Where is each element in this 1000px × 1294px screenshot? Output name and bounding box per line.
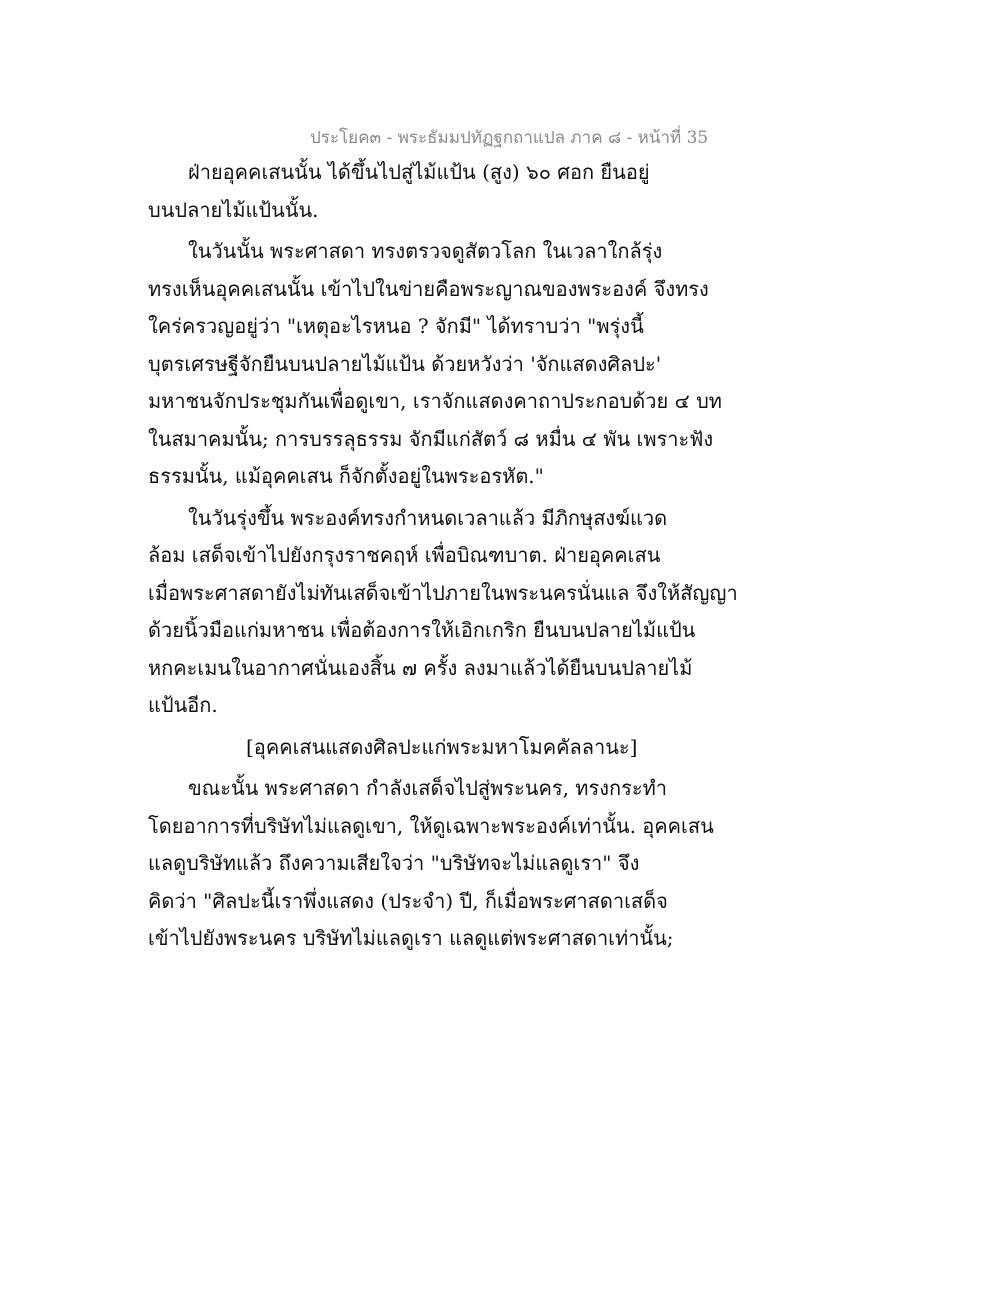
- paragraph-line: แป้นอีก.: [148, 693, 218, 717]
- paragraph-line: ฝ่ายอุคคเสนนั้น ได้ขึ้นไปสู่ไม้แป้น (สูง) ๖๐ ศอก ยืนอยู่: [188, 160, 650, 184]
- paragraph-line: บนปลายไม้แป้นนั้น.: [148, 197, 319, 222]
- paragraph-line: ขณะนั้น พระศาสดา กำลังเสด็จไปสู่พระนคร, ทรงกระทำ: [188, 776, 667, 800]
- paragraph-line: ในวันนั้น พระศาสดา ทรงตรวจดูสัตวโลก ในเวลาใกล้รุ่ง: [188, 239, 663, 263]
- paragraph-line: ใคร่ครวญอยู่ว่า "เหตุอะไรหนอ ? จักมี" ได้ทราบว่า "พรุ่งนี้: [148, 314, 644, 338]
- paragraph-line: ล้อม เสด็จเข้าไปยังกรุงราชคฤห์ เพื่อบิณฑบาต. ฝ่ายอุคคเสน: [148, 543, 661, 567]
- running-header: ประโยค๓ - พระธัมมปทัฏฐกถาแปล ภาค ๘ - หน้าที่ 35: [310, 128, 709, 148]
- body-text: [148, 154, 868, 958]
- paragraph-line: บุตรเศรษฐีจักยืนบนปลายไม้แป้น ด้วยหวังว่า 'จักแสดงศิลปะ': [148, 351, 662, 376]
- paragraph-line: โดยอาการที่บริษัทไม่แลดูเขา, ให้ดูเฉพาะพระองค์เท่านั้น. อุคคเสน: [148, 813, 714, 838]
- paragraph-line: หกคะเมนในอากาศนั่นเองสิ้น ๗ ครั้ง ลงมาแล้วได้ยืนบนปลายไม้: [148, 655, 693, 680]
- paragraph-line: เมื่อพระศาสดายังไม่ทันเสด็จเข้าไปภายในพระนครนั่นแล จึงให้สัญญา: [148, 580, 738, 605]
- paragraph-line: คิดว่า "ศิลปะนี้เราพึ่งแสดง (ประจำ) ปี, ก็เมื่อพระศาสดาเสด็จ: [148, 888, 668, 913]
- paragraph-line: ทรงเห็นอุคคเสนนั้น เข้าไปในข่ายคือพระญาณของพระองค์ จึงทรง: [148, 276, 709, 301]
- paragraph-line: ในสมาคมนั้น; การบรรลุธรรม จักมีแก่สัตว์ ๘ หมื่น ๔ พัน เพราะฟัง: [148, 426, 714, 451]
- section-heading: [อุคคเสนแสดงศิลปะแก่พระมหาโมคคัลลานะ]: [246, 734, 638, 759]
- paragraph-line: ด้วยนิ้วมือแก่มหาชน เพื่อต้องการให้เอิกเกริก ยืนบนปลายไม้แป้น: [148, 618, 696, 642]
- paragraph-line: มหาชนจักประชุมกันเพื่อดูเขา, เราจักแสดงคาถาประกอบด้วย ๔ บท: [148, 389, 722, 413]
- paragraph-line: ในวันรุ่งขึ้น พระองค์ทรงกำหนดเวลาแล้ว มีภิกษุสงฆ์แวด: [188, 505, 668, 530]
- paragraph-line: เข้าไปยังพระนคร บริษัทไม่แลดูเรา แลดูแต่พระศาสดาเท่านั้น;: [148, 926, 674, 950]
- paragraph-line: ธรรมนั้น, แม้อุคคเสน ก็จักตั้งอยู่ในพระอรหัต.": [148, 464, 544, 488]
- paragraph-line: แลดูบริษัทแล้ว ถึงความเสียใจว่า "บริษัทจะไม่แลดูเรา" จึง: [148, 851, 640, 875]
